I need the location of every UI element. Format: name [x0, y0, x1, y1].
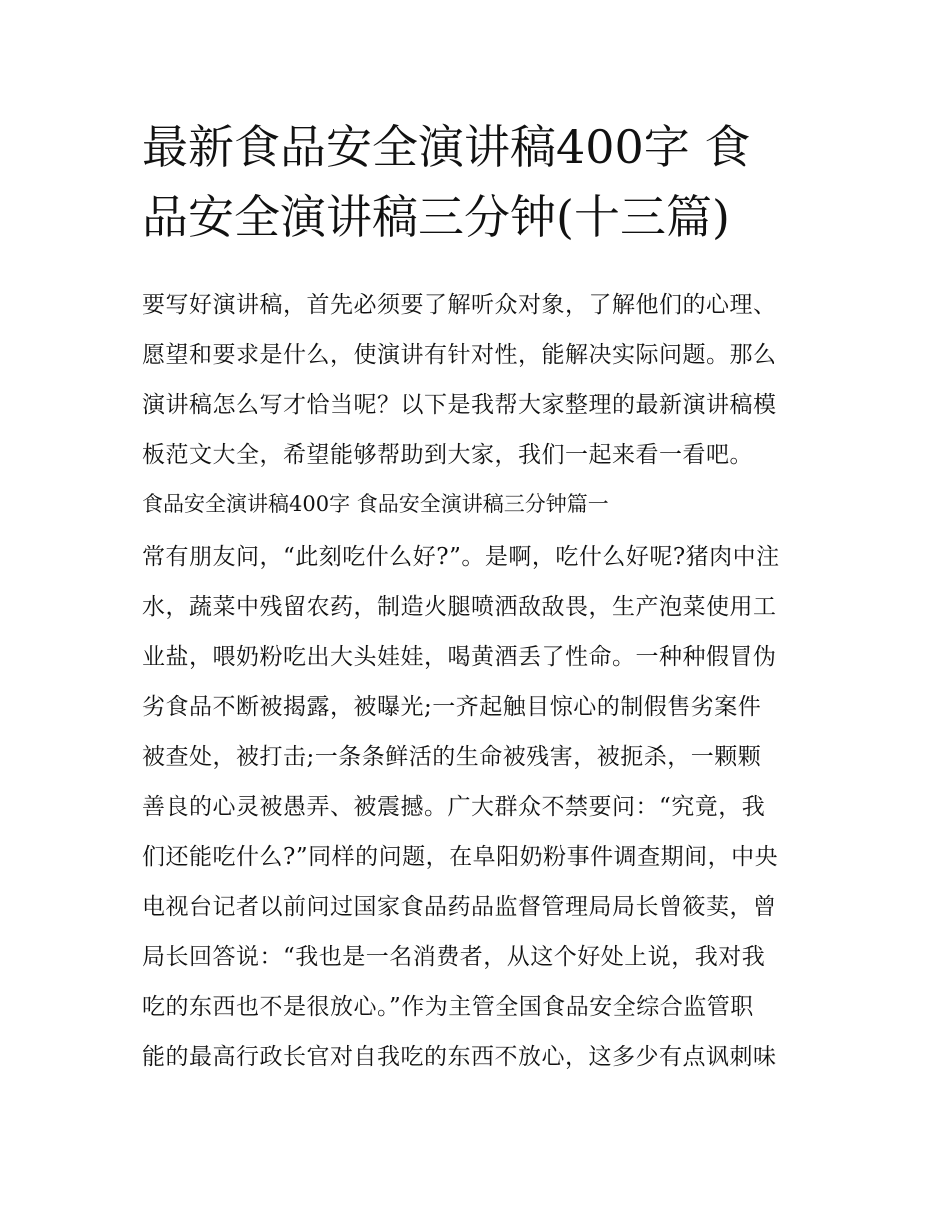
intro-line: 愿望和要求是什么，使演讲有针对性，能解决实际问题。那么: [142, 342, 777, 368]
section-line: 业盐，喂奶粉吃出大头娃娃，喝黄酒丢了性命。一种种假冒伪: [142, 644, 777, 670]
document-body: [142, 280, 822, 1082]
title-line-1: 最新食品安全演讲稿400字 食: [142, 120, 751, 174]
section-line: 电视台记者以前问过国家食品药品监督管理局局长曾筱荬，曾: [142, 894, 777, 920]
document-title: [142, 112, 822, 252]
title-line-2: 品安全演讲稿三分钟(十三篇): [142, 190, 730, 244]
section-line: 常有朋友问，“此刻吃什么好?”。是啊，吃什么好呢?猪肉中注: [142, 544, 780, 570]
intro-line: 要写好演讲稿，首先必须要了解听众对象，了解他们的心理、: [142, 292, 777, 318]
section-line: 吃的东西也不是很放心。”作为主管全国食品安全综合监管职: [142, 994, 754, 1020]
intro-line: 演讲稿怎么写才恰当呢？以下是我帮大家整理的最新演讲稿模: [142, 392, 777, 418]
section-heading: 食品安全演讲稿400字 食品安全演讲稿三分钟篇一: [142, 492, 609, 516]
section-line: 善良的心灵被愚弄、被震撼。广大群众不禁要问：“究竟，我: [142, 794, 766, 820]
section-line: 能的最高行政长官对自我吃的东西不放心，这多少有点讽刺味: [142, 1044, 777, 1070]
intro-line: 板范文大全，希望能够帮助到大家，我们一起来看一看吧。: [142, 442, 753, 468]
section-line: 水，蔬菜中残留农药，制造火腿喷洒敌敌畏，生产泡菜使用工: [142, 594, 777, 620]
section-line: 劣食品不断被揭露，被曝光;一齐起触目惊心的制假售劣案件: [142, 694, 762, 720]
section-line: 局长回答说：“我也是一名消费者，从这个好处上说，我对我: [142, 944, 766, 970]
section-line: 们还能吃什么?”同样的问题，在阜阳奶粉事件调查期间，中央: [142, 844, 779, 870]
section-line: 被查处，被打击;一条条鲜活的生命被残害，被扼杀，一颗颗: [142, 744, 762, 770]
